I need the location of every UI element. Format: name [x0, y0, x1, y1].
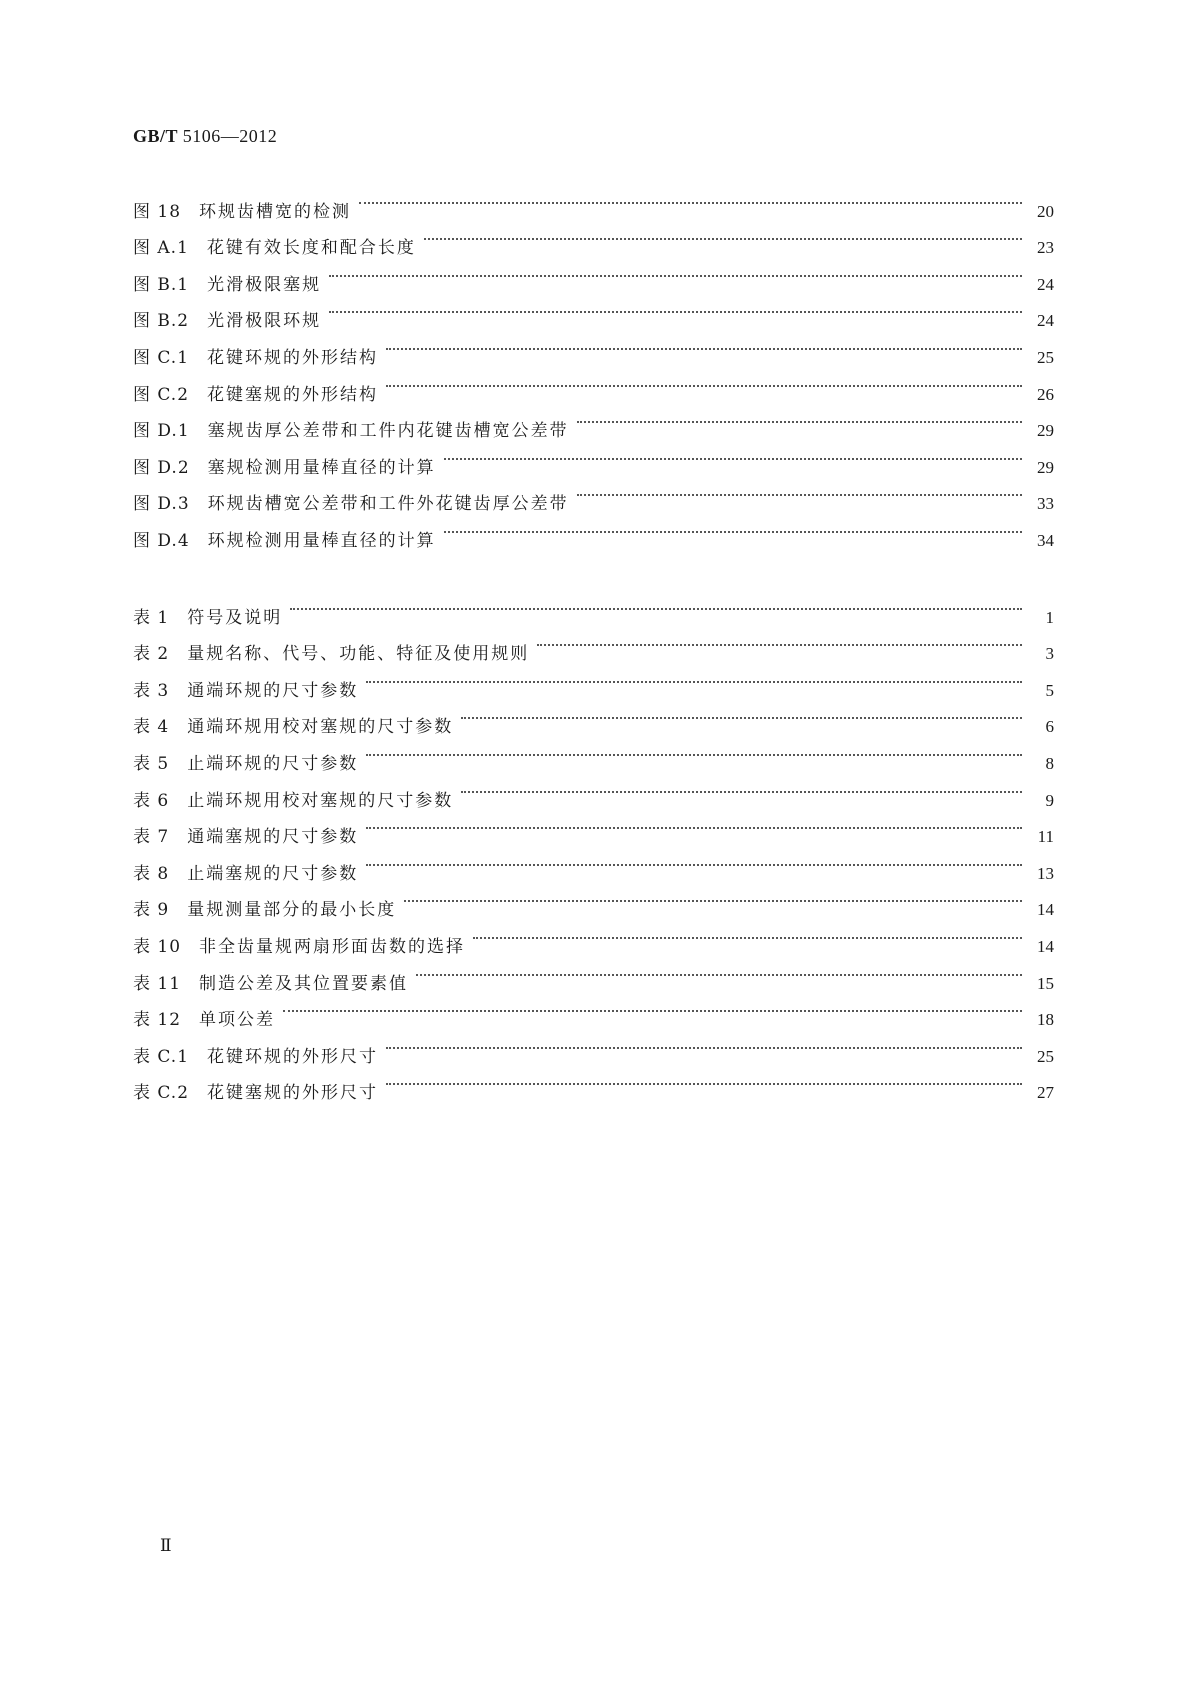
dot-leader — [386, 1062, 1022, 1099]
dot-leader — [386, 1025, 1022, 1062]
page-number: 26 — [1037, 384, 1054, 404]
dot-leader — [366, 659, 1022, 696]
toc-table-entry[interactable] — [133, 586, 1054, 628]
toc-figure-entry[interactable] — [133, 180, 1054, 222]
page-number: 3 — [1045, 644, 1054, 664]
table-label: 表 4 — [133, 717, 170, 738]
page-number: 20 — [1037, 201, 1054, 221]
table-label: 表 3 — [133, 680, 170, 701]
standard-prefix: GB/T — [133, 126, 178, 146]
table-label: 表 2 — [133, 644, 170, 665]
dot-leader — [386, 326, 1022, 363]
table-title: 花键塞规的外形尺寸 — [207, 1083, 379, 1104]
dot-leader — [366, 842, 1022, 879]
figure-label: 图 C.2 — [133, 384, 190, 405]
table-label: 表 1 — [133, 607, 170, 628]
page-number: 25 — [1037, 1046, 1054, 1066]
page-number: 14 — [1037, 936, 1054, 956]
figure-title: 环规检测用量棒直径的计算 — [207, 530, 436, 551]
dot-leader — [577, 473, 1022, 510]
figure-title: 花键有效长度和配合长度 — [206, 238, 416, 259]
dot-leader — [329, 253, 1022, 290]
figure-title: 塞规检测用量棒直径的计算 — [207, 457, 436, 478]
dot-leader — [359, 180, 1022, 217]
table-label: 表 6 — [133, 790, 170, 811]
standard-number: 5106—2012 — [182, 126, 278, 146]
figure-label: 图 18 — [133, 201, 182, 222]
table-label: 表 12 — [133, 1010, 182, 1031]
table-label: 表 11 — [133, 973, 182, 994]
figure-label: 图 B.2 — [133, 311, 190, 332]
table-title: 止端环规的尺寸参数 — [187, 753, 359, 774]
table-label: 表 5 — [133, 753, 170, 774]
figure-title: 环规齿槽宽公差带和工件外花键齿厚公差带 — [207, 494, 569, 515]
page-number: 23 — [1037, 238, 1054, 258]
page-number: 18 — [1037, 1010, 1054, 1030]
table-label: 表 7 — [133, 827, 170, 848]
page-folio: Ⅱ — [160, 1536, 172, 1555]
page-number: 8 — [1045, 753, 1054, 773]
figure-label: 图 B.1 — [133, 274, 190, 295]
page-number: 11 — [1037, 827, 1054, 847]
page-number: 33 — [1037, 494, 1054, 514]
table-title: 通端环规用校对塞规的尺寸参数 — [187, 717, 454, 738]
dot-leader — [283, 989, 1022, 1026]
page-number: 15 — [1037, 973, 1054, 993]
page-number: 24 — [1037, 311, 1054, 331]
dot-leader — [461, 769, 1022, 806]
table-title: 通端环规的尺寸参数 — [187, 680, 359, 701]
page-number: 27 — [1037, 1083, 1054, 1103]
figure-title: 花键环规的外形结构 — [207, 347, 379, 368]
page-number: 13 — [1037, 863, 1054, 883]
dot-leader — [404, 879, 1022, 916]
figure-title: 塞规齿厚公差带和工件内花键齿槽宽公差带 — [207, 421, 569, 442]
dot-leader — [473, 915, 1022, 952]
figure-label: 图 D.3 — [133, 494, 190, 515]
figure-label: 图 D.1 — [133, 421, 190, 442]
table-label: 表 C.2 — [133, 1083, 190, 1104]
dot-leader — [290, 586, 1022, 623]
dot-leader — [424, 217, 1022, 254]
page-number: 9 — [1045, 790, 1054, 810]
page-number: 24 — [1037, 274, 1054, 294]
dot-leader — [366, 806, 1022, 843]
table-title: 花键环规的外形尺寸 — [207, 1046, 379, 1067]
list-of-tables — [133, 586, 1054, 1104]
page-number: 5 — [1045, 680, 1054, 700]
dot-leader — [537, 623, 1022, 660]
dot-leader — [386, 363, 1022, 400]
dot-leader — [577, 400, 1022, 437]
table-title: 止端塞规的尺寸参数 — [187, 863, 359, 884]
table-title: 通端塞规的尺寸参数 — [187, 827, 359, 848]
table-title: 非全齿量规两扇形面齿数的选择 — [199, 936, 466, 957]
dot-leader — [444, 436, 1022, 473]
table-label: 表 9 — [133, 900, 170, 921]
dot-leader — [461, 696, 1022, 733]
page-number: 29 — [1037, 457, 1054, 477]
table-label: 表 8 — [133, 863, 170, 884]
table-title: 量规测量部分的最小长度 — [187, 900, 397, 921]
table-label: 表 C.1 — [133, 1046, 190, 1067]
page-number: 34 — [1037, 530, 1054, 550]
dot-leader — [366, 732, 1022, 769]
table-title: 止端环规用校对塞规的尺寸参数 — [187, 790, 454, 811]
list-of-figures — [133, 180, 1054, 551]
figure-title: 光滑极限环规 — [207, 311, 322, 332]
dot-leader — [329, 290, 1022, 327]
table-title: 符号及说明 — [187, 607, 283, 628]
figure-label: 图 D.4 — [133, 530, 190, 551]
page-number: 1 — [1045, 607, 1054, 627]
page-number: 25 — [1037, 347, 1054, 367]
dot-leader — [444, 509, 1022, 546]
dot-leader — [416, 952, 1022, 989]
page-number: 6 — [1045, 717, 1054, 737]
figure-title: 光滑极限塞规 — [207, 274, 322, 295]
figure-label: 图 A.1 — [133, 238, 189, 259]
page-number: 29 — [1037, 421, 1054, 441]
table-title: 量规名称、代号、功能、特征及使用规则 — [187, 644, 530, 665]
figure-title: 花键塞规的外形结构 — [207, 384, 379, 405]
figure-title: 环规齿槽宽的检测 — [199, 201, 352, 222]
standard-code-header — [133, 126, 277, 147]
table-label: 表 10 — [133, 936, 182, 957]
figure-label: 图 D.2 — [133, 457, 190, 478]
figure-label: 图 C.1 — [133, 347, 190, 368]
table-title: 制造公差及其位置要素值 — [199, 973, 409, 994]
table-title: 单项公差 — [199, 1010, 276, 1031]
page-number: 14 — [1037, 900, 1054, 920]
